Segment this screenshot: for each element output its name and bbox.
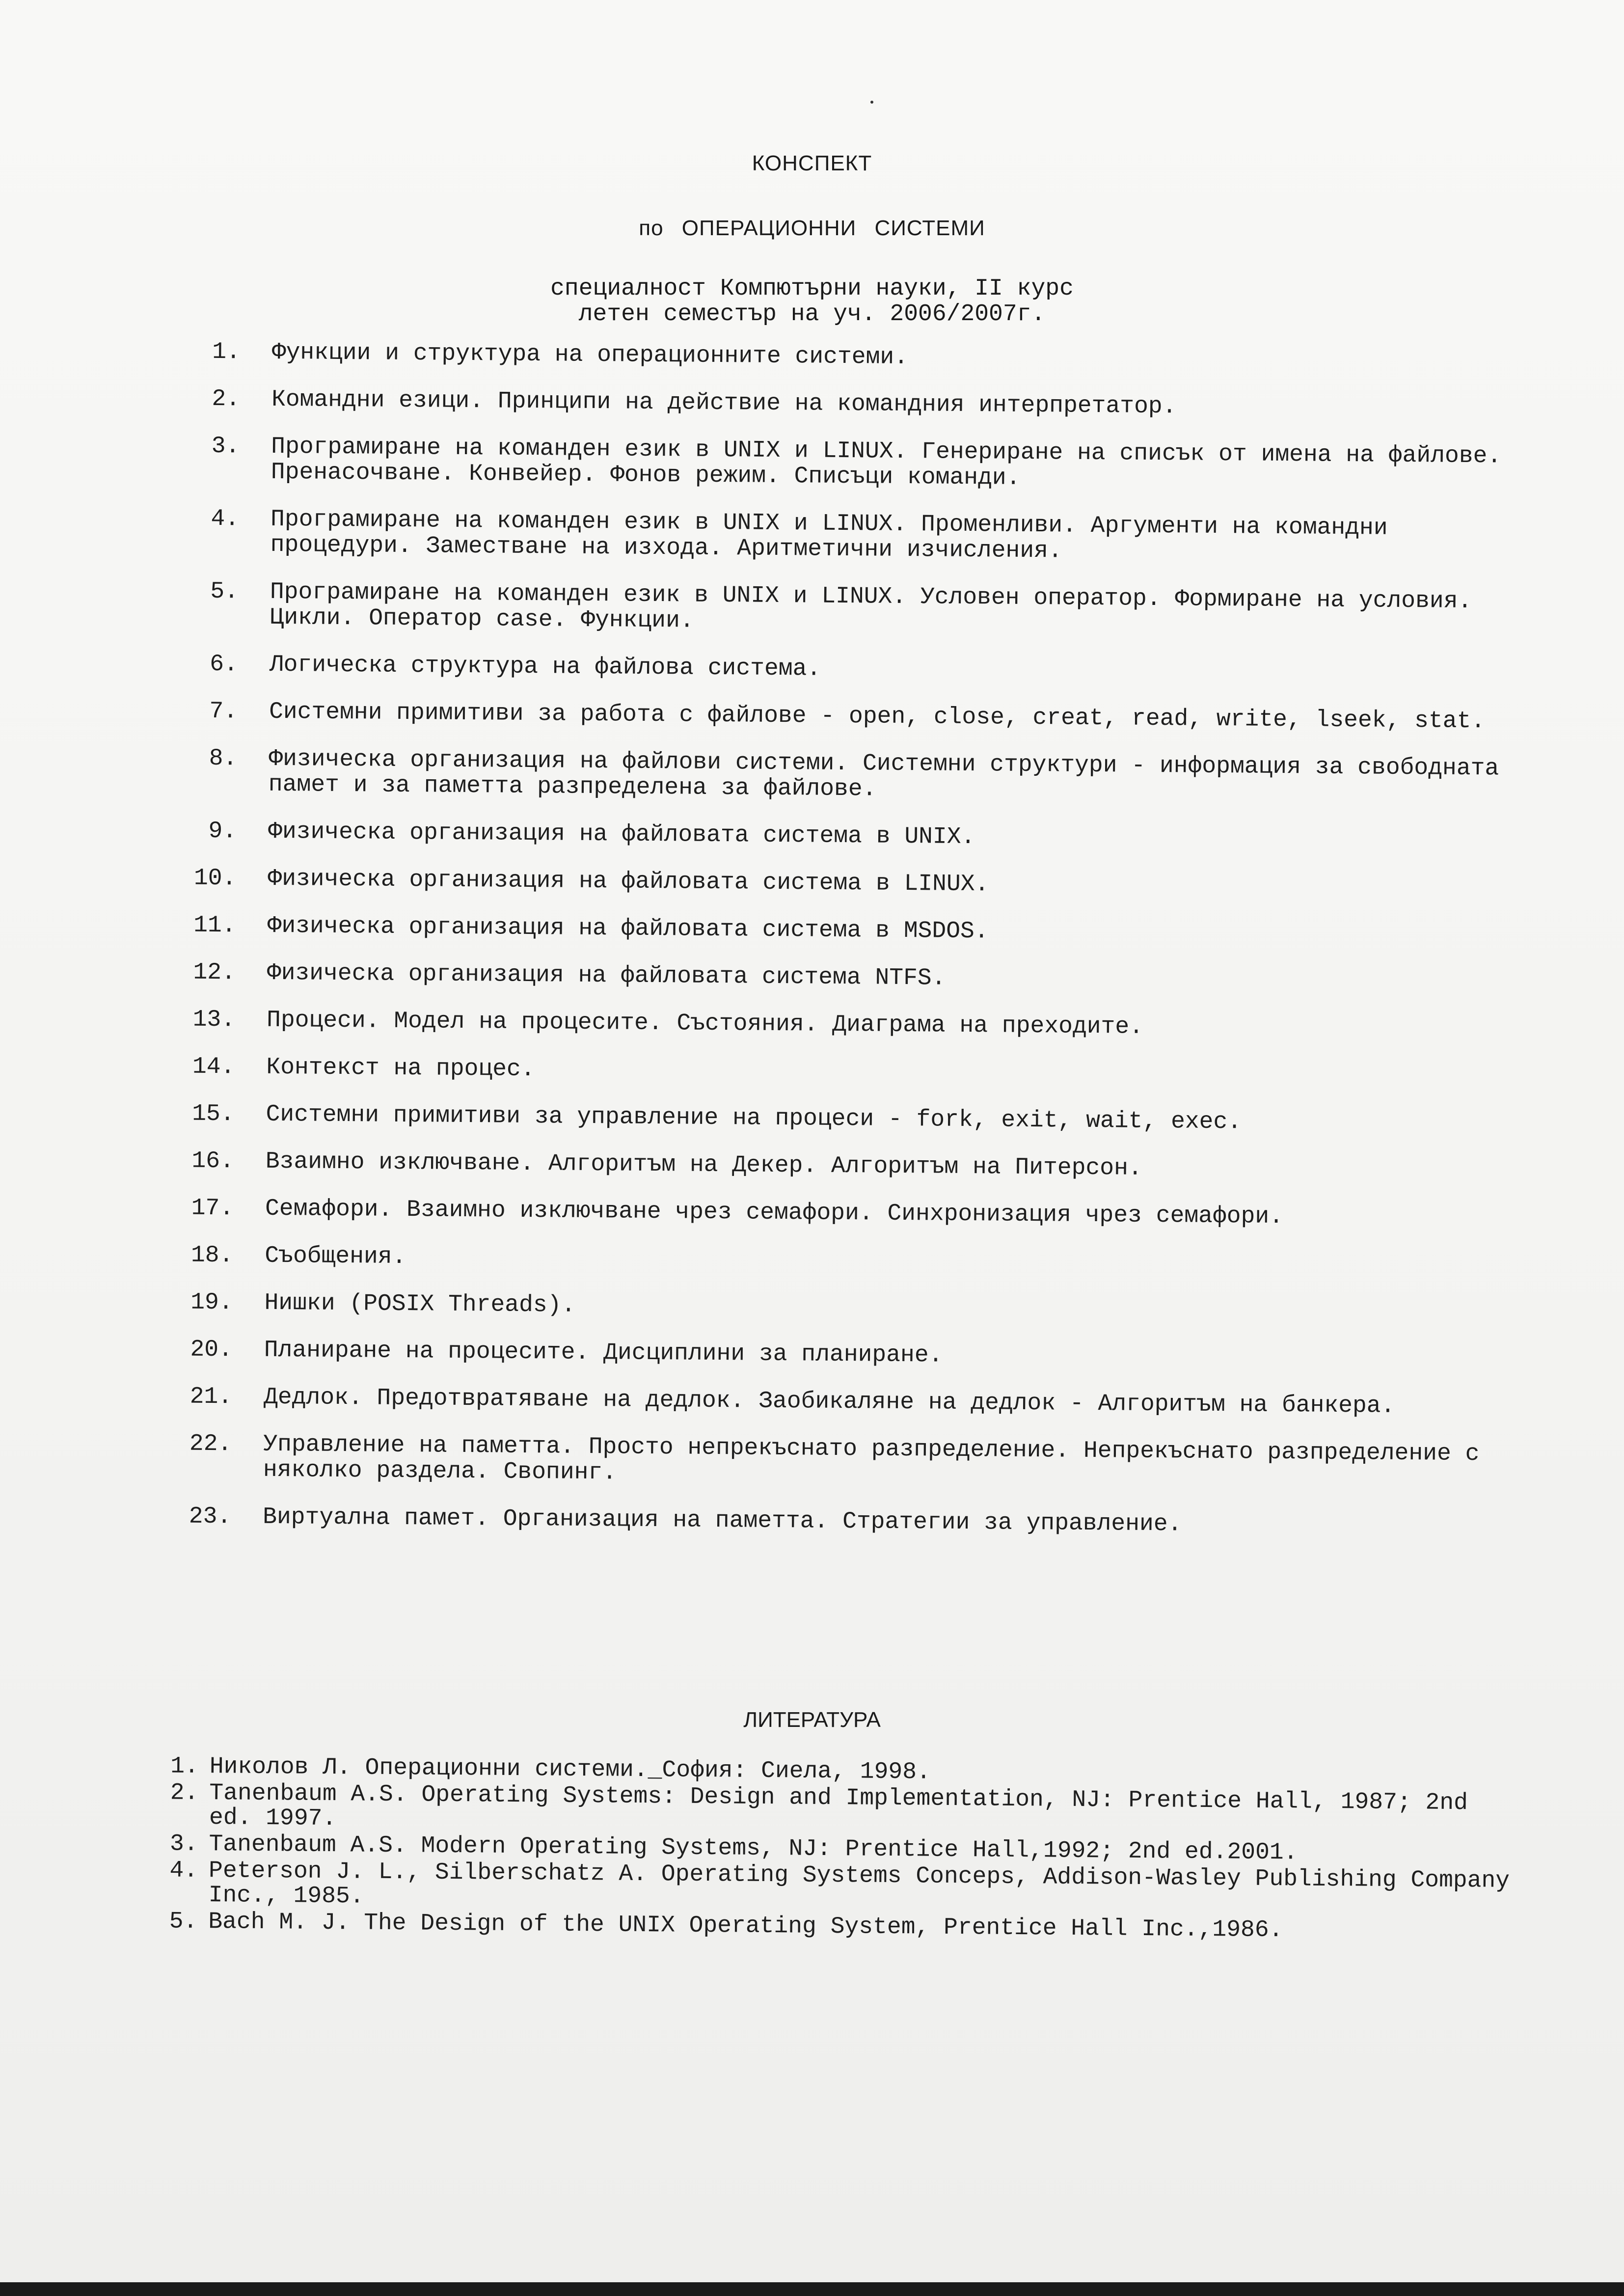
topic-text: Системни примитиви за работа с файлове - open, close, creat, read, write, lseek, stat. — [269, 698, 1486, 735]
topic-item — [149, 1384, 1523, 1420]
topic-item — [150, 1195, 1525, 1231]
topic-text: Взаимно изключване. Алгоритъм на Декер. Алгоритъм на Питерсон. — [265, 1148, 1142, 1182]
reference-number: 2. — [170, 1779, 199, 1806]
reference-number: 3. — [169, 1831, 198, 1858]
topic-item — [149, 1337, 1524, 1373]
topic-text: Програмиране на команден език в UNIX и LINUX. Променливи. Аргументи на командни процедури. Заместване на изхода. Аритметични изчисления. — [270, 506, 1388, 565]
topic-number: 3. — [211, 433, 240, 460]
topic-text: Съобщения. — [265, 1242, 406, 1271]
reference-text: Bach M. J. The Design of the UNIX Operating System, Prentice Hall Inc.,1986. — [208, 1909, 1283, 1944]
topic-number: 10. — [193, 865, 237, 892]
topic-text: Физическа организация на файловата система в UNIX. — [268, 818, 975, 851]
reference-number: 1. — [170, 1753, 199, 1780]
reference-number: 4. — [169, 1857, 198, 1884]
topic-text: Управление на паметта. Просто непрекъснато разпределение. Непрекъснато разпределение с няколко раздела. Свопинг. — [263, 1431, 1480, 1486]
topic-text: Физическа организация на файловата система NTFS. — [267, 959, 946, 992]
topic-item — [151, 1101, 1525, 1137]
topic-number: 19. — [190, 1289, 233, 1316]
topic-text: Логическа структура на файлова система. — [269, 651, 821, 683]
reference-text: Николов Л. Операционни системи._София: Сиела, 1998. — [209, 1753, 931, 1786]
topic-number: 7. — [209, 698, 238, 725]
topic-item — [155, 651, 1529, 687]
topic-text: Нишки (POSIX Threads). — [264, 1289, 576, 1319]
topic-number: 21. — [189, 1383, 233, 1411]
specialty-line: специалност Компютърни науки, II курс — [550, 275, 1074, 302]
topic-text: Системни примитиви за управление на процеси - fork, exit, wait, exec. — [266, 1101, 1242, 1136]
topic-text: Програмиране на команден език в UNIX и LINUX. Генериране на списък от имена на файлове. Пренасочване. Конвейер. Фонов режим. Списъци команди. — [271, 433, 1502, 492]
topic-item — [157, 386, 1531, 422]
topic-item — [153, 865, 1527, 902]
reference-item — [142, 1780, 1517, 1840]
topic-number: 11. — [193, 912, 236, 939]
topic-number: 20. — [190, 1336, 233, 1364]
literature-title: ЛИТЕРАТУРА — [743, 1708, 881, 1732]
topic-item — [155, 578, 1530, 640]
document-title: КОНСПЕКТ — [752, 151, 872, 175]
topic-text: Дедлок. Предотвратяване на дедлок. Заобикаляне на дедлок - Алгоритъм на банкера. — [263, 1384, 1395, 1420]
topic-text: Физическа организация на файлови системи. Системни структури - информация за свободната памет и за паметта разпределена за файлове. — [268, 745, 1499, 803]
topic-item — [152, 959, 1527, 996]
reference-text: Peterson J. L., Silberschatz A. Operating Systems Conceps, Addison-Wasley Publishing Company Inc., 1985. — [208, 1858, 1510, 1910]
topic-item — [148, 1431, 1523, 1493]
topic-number: 8. — [209, 745, 238, 772]
topic-text: Функции и структура на операционните системи. — [271, 339, 909, 371]
semester-line: летен семестър на уч. 2006/2007г. — [578, 301, 1046, 328]
topic-number: 6. — [209, 651, 239, 678]
topic-number: 2. — [212, 385, 241, 413]
topic-number: 13. — [192, 1006, 236, 1034]
topic-number: 5. — [210, 578, 239, 605]
reference-item — [141, 1858, 1516, 1918]
topic-number: 15. — [191, 1100, 235, 1128]
topic-number: 9. — [208, 818, 237, 845]
topic-text: Процеси. Модел на процесите. Състояния. Диаграма на преходите. — [266, 1007, 1144, 1040]
topic-number: 18. — [190, 1242, 234, 1269]
reference-text: Tanenbaum A.S. Operating Systems: Design and Implementation, NJ: Prentice Hall, 1987; 2nd ed. 1997. — [209, 1780, 1468, 1832]
topic-item — [150, 1242, 1524, 1279]
topic-text: Командни езици. Принципи на действие на командния интерпретатор. — [271, 386, 1177, 420]
topic-number: 1. — [212, 338, 241, 366]
scan-speck — [870, 101, 873, 104]
topic-text: Физическа организация на файловата система в LINUX. — [268, 865, 989, 898]
topic-item — [152, 1007, 1526, 1043]
topic-text: Виртуална памет. Организация на паметта. Стратегии за управление. — [262, 1503, 1182, 1538]
topic-number: 12. — [193, 959, 236, 986]
topic-item — [151, 1148, 1525, 1184]
topic-number: 4. — [211, 505, 240, 533]
reference-number: 5. — [169, 1908, 198, 1935]
topic-item — [154, 698, 1529, 735]
topic-number: 14. — [192, 1053, 235, 1081]
topic-item — [152, 912, 1527, 949]
topic-text: Контекст на процес. — [266, 1054, 535, 1083]
literature-list — [141, 1754, 1517, 1946]
topic-text: Физическа организация на файловата система в MSDOS. — [267, 912, 989, 945]
topic-item — [153, 818, 1528, 854]
topic-number: 16. — [191, 1148, 235, 1175]
topic-item — [148, 1503, 1522, 1540]
topic-item — [156, 506, 1531, 568]
topic-item — [157, 339, 1532, 375]
topic-text: Програмиране на команден език в UNIX и LINUX. Условен оператор. Формиране на условия. Цикли. Оператор case. Функции. — [270, 578, 1472, 634]
reference-text: Tanenbaum A.S. Modern Operating Systems, NJ: Prentice Hall,1992; 2nd ed.2001. — [209, 1831, 1298, 1866]
topic-number: 22. — [189, 1430, 232, 1458]
topic-text: Семафори. Взаимно изключване чрез семафори. Синхронизация чрез семафори. — [265, 1195, 1284, 1230]
topic-item — [151, 1054, 1526, 1090]
topic-number: 17. — [191, 1195, 234, 1222]
scan-bottom-edge — [0, 2282, 1624, 2296]
topic-item — [156, 433, 1531, 495]
document-subject: по ОПЕРАЦИОННИ СИСТЕМИ — [639, 216, 985, 240]
topic-number: 23. — [189, 1503, 232, 1531]
topics-list — [148, 339, 1532, 1561]
topic-item — [149, 1289, 1524, 1326]
topic-text: Планиране на процесите. Дисциплини за планиране. — [264, 1337, 943, 1369]
topic-item — [154, 745, 1529, 807]
